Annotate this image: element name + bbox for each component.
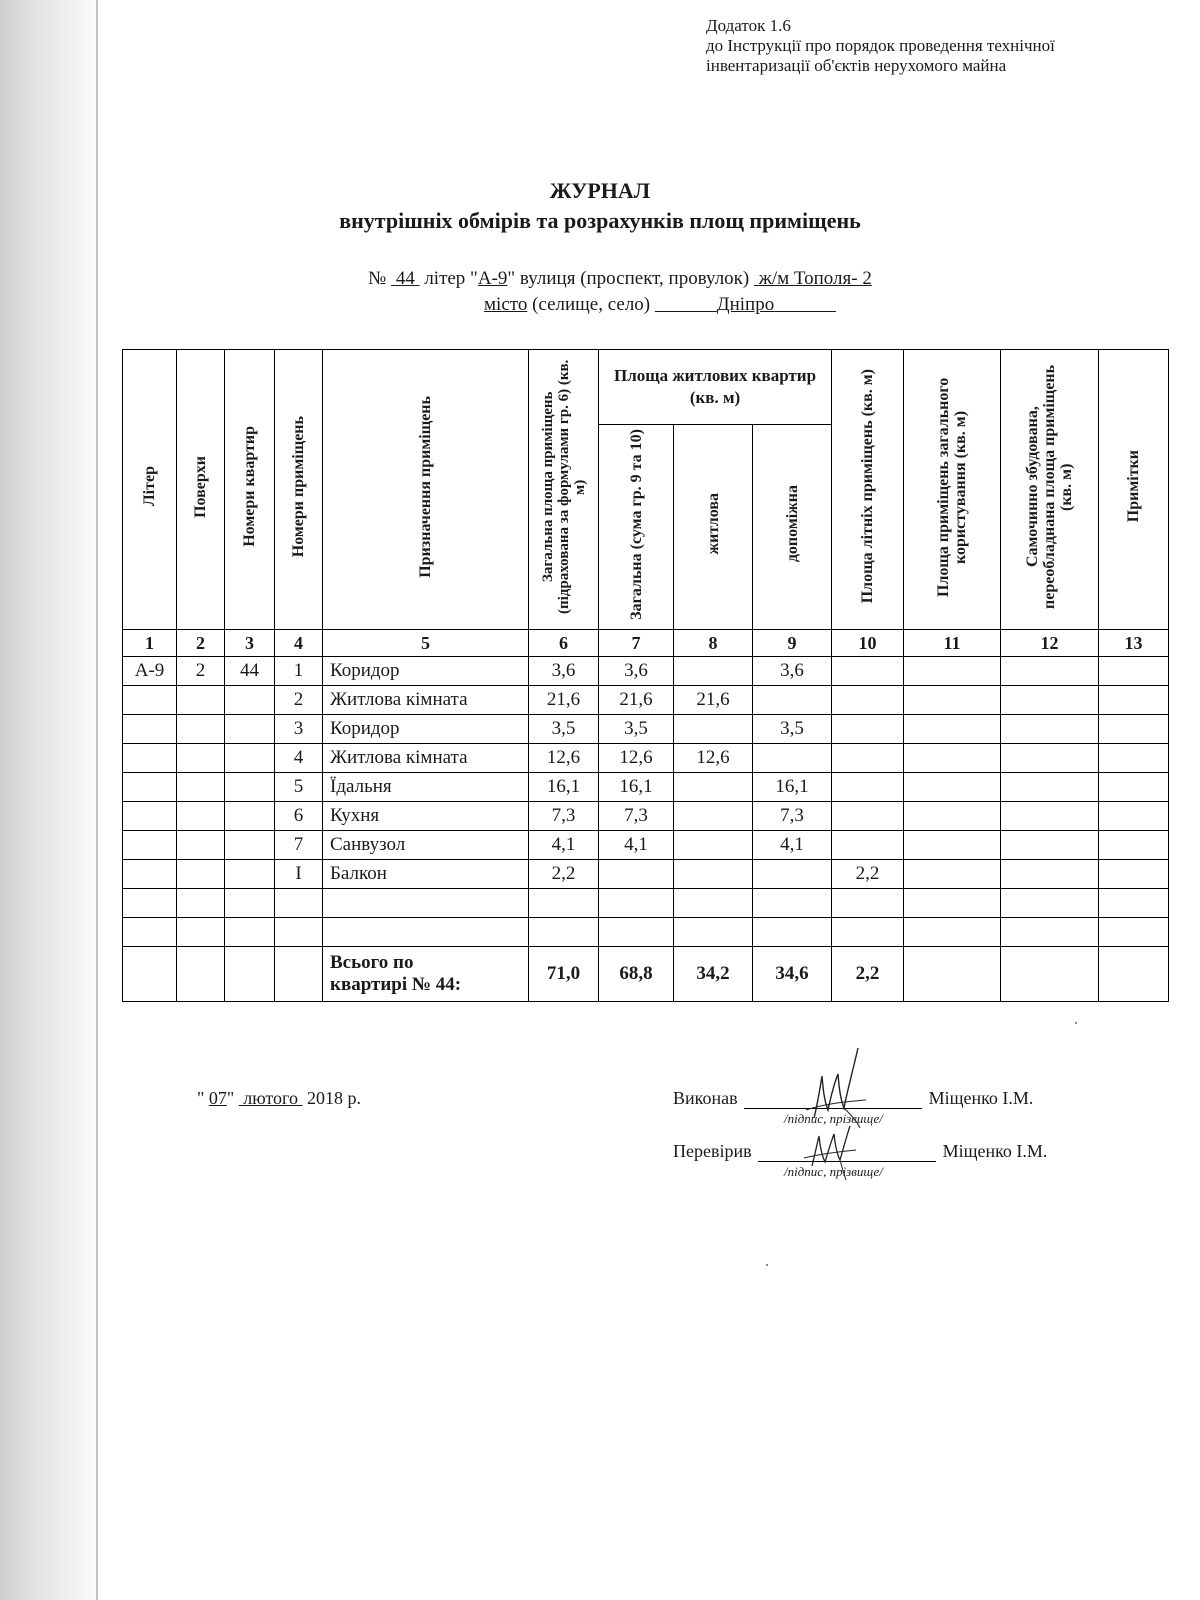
total-area-value: 71,0 [529, 947, 599, 1002]
total-summer-value: 2,2 [832, 947, 904, 1002]
empty-cell [1001, 773, 1099, 802]
floor-cell [177, 715, 225, 744]
purpose-cell: Коридор [323, 715, 529, 744]
column-numbers-row [123, 630, 1169, 657]
header-purpose: Призначення приміщень [323, 350, 529, 630]
apartment-cell [225, 715, 275, 744]
executed-signature-caption: /підпис, прізвище/ [784, 1111, 883, 1126]
auxiliary-area-cell [753, 860, 832, 889]
appendix-line-3: інвентаризації об'єктів нерухомого майна [706, 56, 1007, 75]
liter-cell: А-9 [123, 657, 177, 686]
liter-cell [123, 744, 177, 773]
column-number: 13 [1099, 630, 1169, 657]
empty-cell [904, 773, 1001, 802]
table-row [123, 686, 1169, 715]
room-number-cell: 4 [275, 744, 323, 773]
summer-area-cell: 2,2 [832, 860, 904, 889]
floor-cell [177, 802, 225, 831]
empty-cell [1099, 860, 1169, 889]
general-area-cell [599, 860, 674, 889]
liter-cell [123, 686, 177, 715]
liter-cell [123, 860, 177, 889]
header-row-1 [123, 350, 1169, 425]
purpose-cell: Житлова кімната [323, 686, 529, 715]
document-title: ЖУРНАЛ [549, 178, 651, 203]
summer-area-cell [832, 715, 904, 744]
empty-cell [904, 686, 1001, 715]
column-number: 4 [275, 630, 323, 657]
purpose-cell: Кухня [323, 802, 529, 831]
table-row [123, 860, 1169, 889]
purpose-cell: Їдальня [323, 773, 529, 802]
column-number: 3 [225, 630, 275, 657]
summer-area-cell [832, 686, 904, 715]
appendix-line-1: Додаток 1.6 [706, 16, 791, 35]
header-common-area: Площа приміщень загального користування (кв. м) [904, 350, 1001, 630]
floor-cell [177, 744, 225, 773]
column-number: 7 [599, 630, 674, 657]
checked-label: Перевірив [673, 1141, 752, 1161]
empty-cell [1001, 657, 1099, 686]
city-value: Дніпро [716, 294, 775, 315]
total-living-value: 34,2 [674, 947, 753, 1002]
empty-cell [1099, 715, 1169, 744]
empty-cell [904, 802, 1001, 831]
general-area-cell: 7,3 [599, 802, 674, 831]
table-row [123, 831, 1169, 860]
empty-cell [1001, 860, 1099, 889]
executed-name: Міщенко І.М. [928, 1088, 1034, 1108]
general-area-cell: 3,6 [599, 657, 674, 686]
column-number: 9 [753, 630, 832, 657]
general-area-cell: 21,6 [599, 686, 674, 715]
date-day: 07 [208, 1088, 227, 1108]
appendix-note [706, 16, 1055, 76]
empty-cell [1099, 773, 1169, 802]
empty-cell [1099, 802, 1169, 831]
checked-signature-caption: /підпис, прізвище/ [784, 1164, 883, 1179]
apartment-cell [225, 686, 275, 715]
measurements-table [122, 349, 1169, 1002]
liter-label: літер " [424, 268, 478, 289]
auxiliary-area-cell [753, 686, 832, 715]
living-area-cell [674, 657, 753, 686]
date-year: 2018 р. [302, 1088, 361, 1108]
general-area-cell: 4,1 [599, 831, 674, 860]
apartment-cell [225, 831, 275, 860]
header-living: житлова [674, 425, 753, 630]
header-floors: Поверхи [177, 350, 225, 630]
room-number-cell: 6 [275, 802, 323, 831]
auxiliary-area-cell: 4,1 [753, 831, 832, 860]
appendix-line-2: до Інструкції про порядок проведення технічної [706, 36, 1055, 55]
total-area-cell: 3,6 [529, 657, 599, 686]
total-general-value: 68,8 [599, 947, 674, 1002]
living-area-cell [674, 831, 753, 860]
executed-label: Виконав [673, 1088, 738, 1108]
purpose-cell: Балкон [323, 860, 529, 889]
table-row [123, 715, 1169, 744]
living-area-cell [674, 773, 753, 802]
column-number: 10 [832, 630, 904, 657]
empty-cell [1099, 686, 1169, 715]
total-auxiliary-value: 34,6 [753, 947, 832, 1002]
empty-cell [904, 744, 1001, 773]
floor-cell [177, 773, 225, 802]
room-number-cell: 1 [275, 657, 323, 686]
header-general: Загальна (сума гр. 9 та 10) [599, 425, 674, 630]
apartment-cell [225, 860, 275, 889]
empty-cell [1001, 715, 1099, 744]
floor-cell [177, 831, 225, 860]
scan-speck [1075, 1022, 1077, 1024]
total-label: Всього по квартирі № 44: [323, 947, 529, 1002]
document-date: " 07" лютого 2018 р. [197, 1088, 361, 1108]
header-liter: Літер [123, 350, 177, 630]
general-area-cell: 3,5 [599, 715, 674, 744]
room-number-cell: 7 [275, 831, 323, 860]
liter-cell [123, 715, 177, 744]
apartment-cell [225, 802, 275, 831]
header-living-apartments-group: Площа житлових квартир (кв. м) [599, 350, 832, 425]
empty-cell [904, 715, 1001, 744]
total-area-cell: 4,1 [529, 831, 599, 860]
header-auxiliary: допоміжна [753, 425, 832, 630]
apartment-cell [225, 744, 275, 773]
empty-row [123, 918, 1169, 947]
street-value: ж/м Тополя- 2 [758, 268, 872, 289]
room-number-cell: 3 [275, 715, 323, 744]
number-label: № [368, 268, 387, 289]
header-unauthorized-area: Самочинно збудована, переобладнана площа приміщень (кв. м) [1001, 350, 1099, 630]
table-row [123, 773, 1169, 802]
auxiliary-area-cell: 3,6 [753, 657, 832, 686]
living-area-cell: 21,6 [674, 686, 753, 715]
purpose-cell: Коридор [323, 657, 529, 686]
purpose-cell: Санвузол [323, 831, 529, 860]
checked-signature-image [800, 1122, 870, 1182]
document-subtitle: внутрішніх обмірів та розрахунків площ приміщень [339, 208, 861, 233]
table-row [123, 744, 1169, 773]
street-label: " вулиця (проспект, провулок) [507, 268, 750, 289]
empty-cell [1001, 686, 1099, 715]
executed-signature-image [800, 1040, 880, 1135]
table-row [123, 657, 1169, 686]
empty-cell [904, 860, 1001, 889]
total-row [123, 947, 1169, 1002]
total-area-cell: 21,6 [529, 686, 599, 715]
column-number: 6 [529, 630, 599, 657]
column-number: 8 [674, 630, 753, 657]
general-area-cell: 12,6 [599, 744, 674, 773]
header-summer-area: Площа літніх приміщень (кв. м) [832, 350, 904, 630]
header-rooms: Номери приміщень [275, 350, 323, 630]
empty-cell [904, 657, 1001, 686]
empty-cell [904, 831, 1001, 860]
summer-area-cell [832, 802, 904, 831]
room-number-cell: 2 [275, 686, 323, 715]
total-area-cell: 12,6 [529, 744, 599, 773]
liter-cell [123, 831, 177, 860]
empty-cell [1099, 657, 1169, 686]
living-area-cell [674, 715, 753, 744]
header-total-area: Загальна площа приміщень (підрахована за формулами гр. 6) (кв. м) [529, 350, 599, 630]
auxiliary-area-cell [753, 744, 832, 773]
column-number: 11 [904, 630, 1001, 657]
liter-value: А-9 [477, 268, 508, 289]
auxiliary-area-cell: 3,5 [753, 715, 832, 744]
number-value: 44 [395, 268, 415, 289]
living-area-cell [674, 802, 753, 831]
living-area-cell: 12,6 [674, 744, 753, 773]
floor-cell [177, 860, 225, 889]
purpose-cell: Житлова кімната [323, 744, 529, 773]
empty-cell [1099, 744, 1169, 773]
table-row [123, 802, 1169, 831]
city-tail: (селище, село) [527, 294, 651, 315]
table-body [123, 657, 1169, 889]
liter-cell [123, 802, 177, 831]
address-line-2 [0, 292, 1200, 318]
total-area-cell: 16,1 [529, 773, 599, 802]
header-notes: Примітки [1099, 350, 1169, 630]
column-number: 12 [1001, 630, 1099, 657]
empty-cell [1099, 831, 1169, 860]
scan-page-edge [96, 0, 98, 1600]
header-apartments: Номери квартир [225, 350, 275, 630]
apartment-cell [225, 773, 275, 802]
empty-row [123, 889, 1169, 918]
floor-cell: 2 [177, 657, 225, 686]
column-number: 5 [323, 630, 529, 657]
empty-cell [1001, 831, 1099, 860]
room-number-cell: I [275, 860, 323, 889]
total-area-cell: 2,2 [529, 860, 599, 889]
date-month: лютого [243, 1088, 298, 1108]
empty-cell [1001, 802, 1099, 831]
floor-cell [177, 686, 225, 715]
total-area-cell: 3,5 [529, 715, 599, 744]
column-number: 1 [123, 630, 177, 657]
scan-speck [766, 1264, 768, 1266]
summer-area-cell [832, 657, 904, 686]
auxiliary-area-cell: 16,1 [753, 773, 832, 802]
column-number: 2 [177, 630, 225, 657]
checked-name: Міщенко І.М. [942, 1141, 1048, 1161]
liter-cell [123, 773, 177, 802]
summer-area-cell [832, 744, 904, 773]
living-area-cell [674, 860, 753, 889]
apartment-cell: 44 [225, 657, 275, 686]
room-number-cell: 5 [275, 773, 323, 802]
total-area-cell: 7,3 [529, 802, 599, 831]
empty-cell [1001, 744, 1099, 773]
city-label: місто [484, 294, 528, 315]
summer-area-cell [832, 773, 904, 802]
general-area-cell: 16,1 [599, 773, 674, 802]
auxiliary-area-cell: 7,3 [753, 802, 832, 831]
address-line-1 [0, 266, 1200, 292]
summer-area-cell [832, 831, 904, 860]
scan-page-fold-shadow [0, 0, 96, 1600]
